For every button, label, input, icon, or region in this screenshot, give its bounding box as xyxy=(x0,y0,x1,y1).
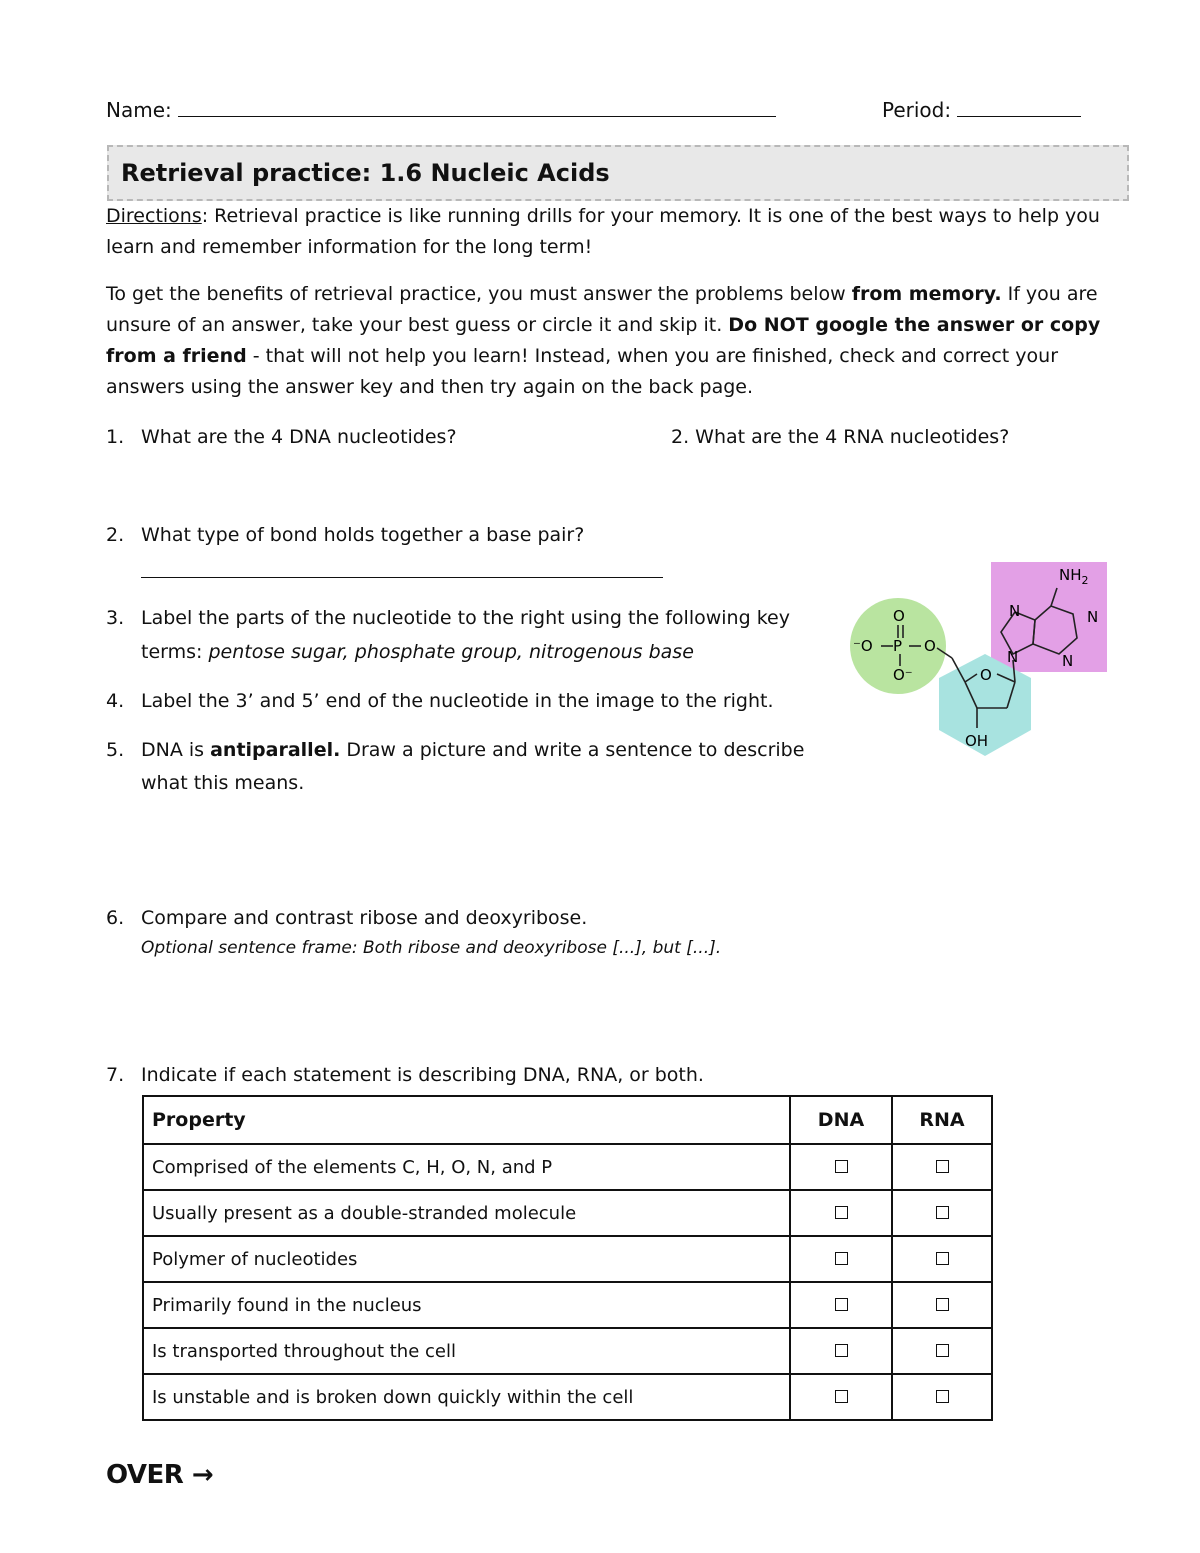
directions-text: : Retrieval practice is like running drills for your memory. It is one of the best ways to help you learn and remember information for the long term! xyxy=(106,205,1100,258)
nh2-sub: 2 xyxy=(1081,574,1089,587)
directions-label: Directions xyxy=(106,205,202,227)
q5-number: 5. xyxy=(106,739,125,761)
q2-answer-line[interactable] xyxy=(141,577,663,578)
dna-checkbox[interactable] xyxy=(835,1298,848,1311)
property-table xyxy=(142,1095,993,1421)
rna-checkbox[interactable] xyxy=(936,1160,949,1173)
table-row xyxy=(143,1236,992,1282)
o-ring-label: O xyxy=(980,666,992,684)
directions-paragraph xyxy=(106,201,1126,263)
q3-number: 3. xyxy=(106,607,125,629)
title-box xyxy=(107,145,1129,201)
q4-text: Label the 3’ and 5’ end of the nucleotide in the image to the right. xyxy=(141,690,774,712)
n-label-3: N xyxy=(1087,608,1099,626)
rna-checkbox[interactable] xyxy=(936,1252,949,1265)
table-row xyxy=(143,1328,992,1374)
table-row xyxy=(143,1144,992,1190)
instructions-part2: If you are unsure of an answer, take your best guess or circle it and skip it. xyxy=(106,283,1098,336)
q4-number: 4. xyxy=(106,690,125,712)
q5-text xyxy=(141,734,804,767)
dna-checkbox[interactable] xyxy=(835,1206,848,1219)
row-property: Primarily found in the nucleus xyxy=(143,1282,790,1328)
q6-text: Compare and contrast ribose and deoxyribose. xyxy=(141,907,588,929)
q2-text: What type of bond holds together a base pair? xyxy=(141,524,585,546)
table-header-row xyxy=(143,1096,992,1144)
rna-checkbox[interactable] xyxy=(936,1298,949,1311)
q1-number: 1. xyxy=(106,426,125,448)
rna-checkbox-cell xyxy=(892,1236,992,1282)
q3-terms-label: terms: xyxy=(141,641,209,663)
rna-checkbox-cell xyxy=(892,1374,992,1420)
period-label: Period: xyxy=(882,98,952,122)
rna-checkbox[interactable] xyxy=(936,1344,949,1357)
q5-text-b: Draw a picture and write a sentence to describe xyxy=(340,739,805,761)
period-blank[interactable] xyxy=(957,116,1081,117)
q7-text: Indicate if each statement is describing DNA, RNA, or both. xyxy=(141,1064,704,1086)
table-row xyxy=(143,1374,992,1420)
name-blank[interactable] xyxy=(178,116,776,117)
page-title: Retrieval practice: 1.6 Nucleic Acids xyxy=(121,159,610,187)
q3-terms-list: pentose sugar, phosphate group, nitrogenous base xyxy=(208,641,694,663)
dna-checkbox-cell xyxy=(790,1236,892,1282)
q3-text: Label the parts of the nucleotide to the right using the following key xyxy=(141,607,790,629)
dna-checkbox-cell xyxy=(790,1282,892,1328)
header-dna: DNA xyxy=(790,1096,892,1144)
q2-number: 2. xyxy=(106,524,125,546)
q5-text-a: DNA is xyxy=(141,739,211,761)
header-property: Property xyxy=(143,1096,790,1144)
over-label: OVER → xyxy=(106,1460,214,1490)
row-property: Usually present as a double-stranded molecule xyxy=(143,1190,790,1236)
row-property: Comprised of the elements C, H, O, N, and P xyxy=(143,1144,790,1190)
o-right-label: O xyxy=(924,637,936,655)
oh-label: OH xyxy=(965,732,989,750)
dna-checkbox-cell xyxy=(790,1190,892,1236)
q7-number: 7. xyxy=(106,1064,125,1086)
instructions-bold2: Do NOT google the answer or copy from a friend xyxy=(106,314,1101,367)
header-rna: RNA xyxy=(892,1096,992,1144)
instructions-bold1: from memory. xyxy=(851,283,1002,305)
dna-checkbox-cell xyxy=(790,1328,892,1374)
name-label: Name: xyxy=(106,98,172,122)
q5-line2: what this means. xyxy=(141,772,305,794)
o-left-label: ⁻O xyxy=(853,637,873,655)
dna-checkbox[interactable] xyxy=(835,1390,848,1403)
dna-checkbox-cell xyxy=(790,1144,892,1190)
q6-number: 6. xyxy=(106,907,125,929)
p-label: P xyxy=(893,637,903,655)
n-label-2: N xyxy=(1007,648,1019,666)
instructions-part1: To get the benefits of retrieval practice, you must answer the problems below xyxy=(106,283,852,305)
n-label-4: N xyxy=(1062,652,1074,670)
rna-checkbox-cell xyxy=(892,1328,992,1374)
rna-checkbox[interactable] xyxy=(936,1206,949,1219)
instructions-paragraph xyxy=(106,279,1128,403)
rna-checkbox-cell xyxy=(892,1144,992,1190)
table-row xyxy=(143,1282,992,1328)
row-property: Polymer of nucleotides xyxy=(143,1236,790,1282)
nh2-main: NH xyxy=(1059,566,1082,584)
row-property: Is unstable and is broken down quickly within the cell xyxy=(143,1374,790,1420)
instructions-part3: - that will not help you learn! Instead, when you are finished, check and correct your answers using the answer key and then try again on the back page. xyxy=(106,345,1059,398)
o-bottom-label: O⁻ xyxy=(893,666,913,684)
period-field[interactable] xyxy=(882,98,1081,122)
q6-sentence-frame: Optional sentence frame: Both ribose and deoxyribose [...], but [...]. xyxy=(141,938,722,958)
q1-text: What are the 4 DNA nucleotides? xyxy=(141,426,457,448)
table-row xyxy=(143,1190,992,1236)
dna-checkbox[interactable] xyxy=(835,1252,848,1265)
n-label-1: N xyxy=(1009,602,1021,620)
rna-checkbox[interactable] xyxy=(936,1390,949,1403)
rna-checkbox-cell xyxy=(892,1190,992,1236)
dna-checkbox[interactable] xyxy=(835,1344,848,1357)
rna-checkbox-cell xyxy=(892,1282,992,1328)
q5-bold: antiparallel. xyxy=(210,739,341,761)
q3-terms xyxy=(141,636,694,669)
nucleotide-diagram xyxy=(845,558,1115,768)
name-field[interactable] xyxy=(106,98,776,122)
row-property: Is transported throughout the cell xyxy=(143,1328,790,1374)
q1b-text: 2. What are the 4 RNA nucleotides? xyxy=(671,426,1010,448)
o-top-label: O xyxy=(893,607,905,625)
dna-checkbox[interactable] xyxy=(835,1160,848,1173)
dna-checkbox-cell xyxy=(790,1374,892,1420)
